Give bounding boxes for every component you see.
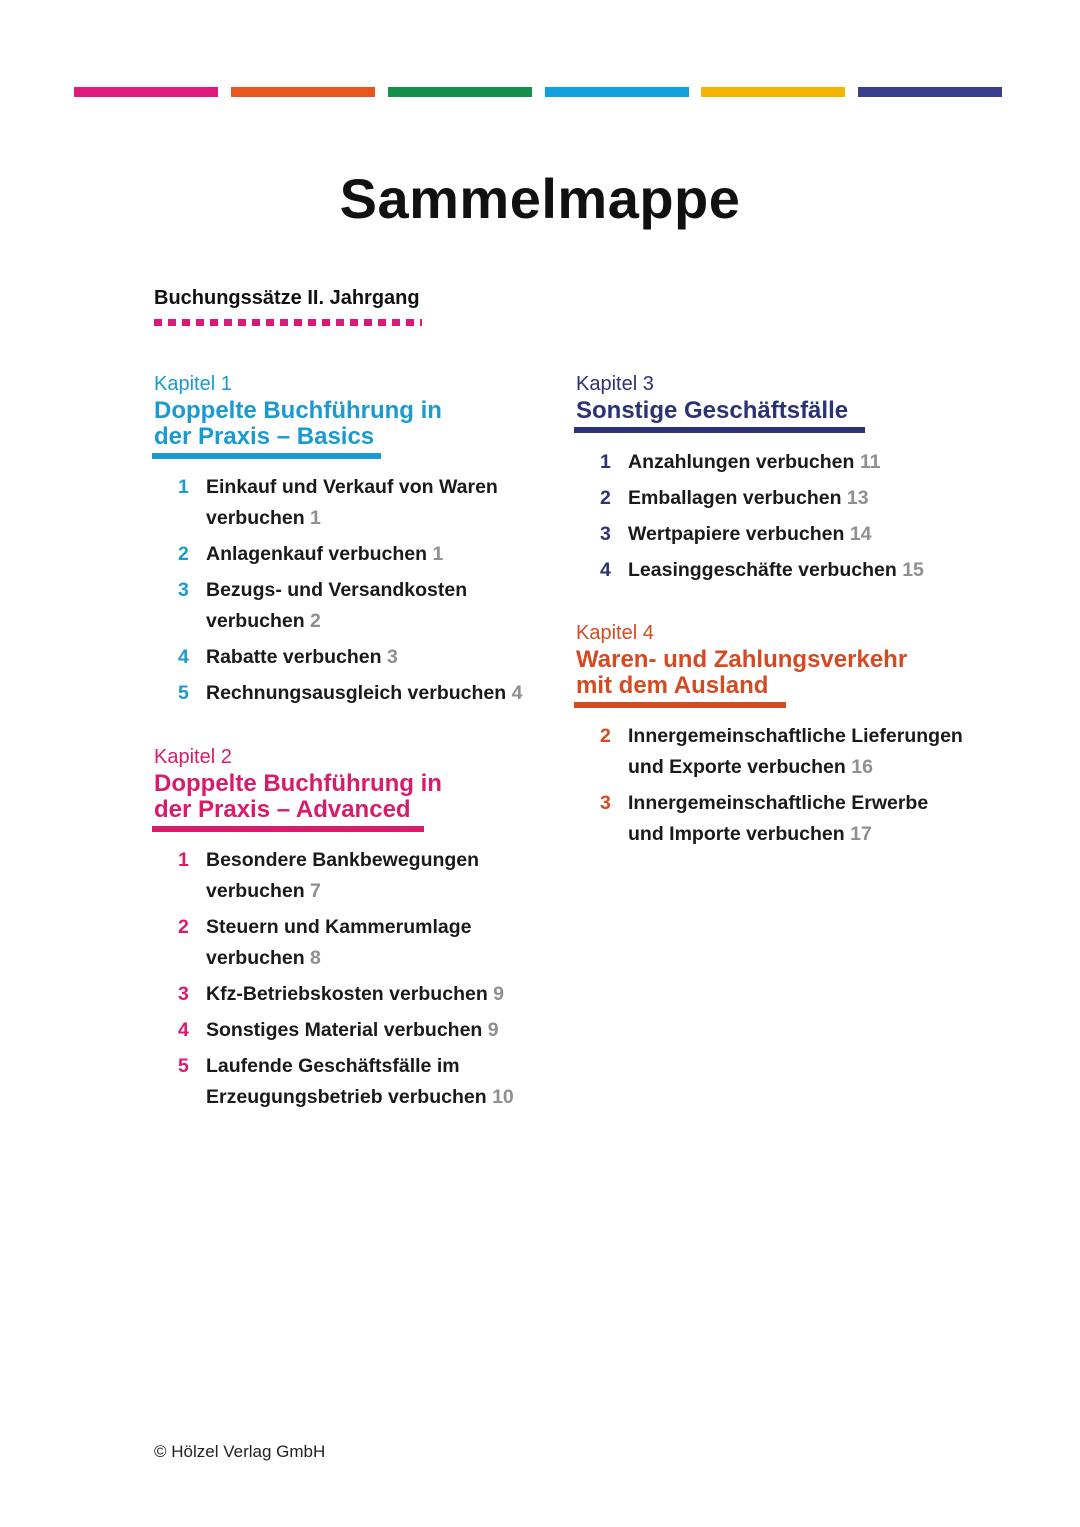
item-number: 1 bbox=[600, 451, 611, 473]
page-number: 8 bbox=[310, 947, 321, 969]
page-number: 4 bbox=[511, 682, 523, 704]
page-number: 16 bbox=[851, 756, 873, 778]
toc-item[interactable] bbox=[178, 1051, 558, 1113]
item-text: Laufende Geschäftsfälle im Erzeugungsbetrieb verbuchen bbox=[206, 1055, 487, 1108]
toc-item[interactable] bbox=[600, 483, 1020, 514]
chapter-underline bbox=[152, 453, 381, 459]
page-number: 17 bbox=[850, 823, 872, 845]
page-number: 15 bbox=[902, 559, 924, 581]
chapter-1 bbox=[154, 372, 534, 459]
chapter-underline bbox=[152, 826, 424, 832]
item-number: 4 bbox=[178, 1019, 189, 1041]
item-number: 4 bbox=[178, 646, 189, 668]
toc-item[interactable] bbox=[178, 678, 558, 709]
chapter-4 bbox=[576, 621, 996, 708]
item-number: 1 bbox=[178, 849, 189, 871]
item-text: Rabatte verbuchen bbox=[206, 646, 382, 668]
chapter-underline bbox=[574, 702, 786, 708]
page-number: 10 bbox=[492, 1086, 514, 1108]
item-number: 2 bbox=[600, 725, 611, 747]
item-number: 4 bbox=[600, 559, 611, 581]
chapter-4-items bbox=[600, 721, 1020, 850]
chapter-3 bbox=[576, 372, 996, 433]
toc-item[interactable] bbox=[600, 519, 1020, 550]
toc-item[interactable] bbox=[178, 912, 558, 974]
chapter-label: Kapitel 1 bbox=[154, 373, 232, 395]
page-number: 13 bbox=[846, 487, 869, 509]
item-text: Wertpapiere verbuchen bbox=[628, 523, 845, 545]
item-text: Anlagenkauf verbuchen bbox=[206, 543, 428, 565]
chapter-label: Kapitel 3 bbox=[576, 373, 654, 395]
item-number: 5 bbox=[178, 1055, 189, 1077]
item-text: Innergemeinschaftliche Lieferungen und Exporte verbuchen bbox=[628, 725, 963, 778]
item-text: Emballagen verbuchen bbox=[628, 487, 842, 509]
chapter-title: Doppelte Buchführung in der Praxis – Advanced bbox=[154, 770, 442, 823]
toc-item[interactable] bbox=[600, 721, 1020, 783]
item-text: Anzahlungen verbuchen bbox=[628, 451, 855, 473]
item-number: 2 bbox=[178, 543, 189, 565]
page-number: 14 bbox=[849, 523, 872, 545]
copyright-footer: © Hölzel Verlag GmbH bbox=[154, 1442, 326, 1461]
item-text: Leasinggeschäfte verbuchen bbox=[628, 559, 897, 581]
item-number: 2 bbox=[600, 487, 611, 509]
page-number: 3 bbox=[386, 646, 398, 668]
page-title: Sammelmappe bbox=[339, 167, 741, 230]
item-text: Bezugs- und Versandkosten verbuchen bbox=[206, 579, 468, 632]
page-number: 11 bbox=[859, 451, 881, 473]
item-text: Steuern und Kammerumlage verbuchen bbox=[206, 916, 472, 969]
toc-item[interactable] bbox=[178, 845, 558, 907]
item-text: Sonstiges Material verbuchen bbox=[206, 1019, 483, 1041]
page-number: 9 bbox=[493, 983, 505, 1005]
page-number: 1 bbox=[310, 507, 321, 529]
item-text: Einkauf und Verkauf von Waren verbuchen bbox=[206, 476, 498, 529]
item-number: 1 bbox=[178, 476, 189, 498]
chapter-title: Sonstige Geschäftsfälle bbox=[576, 397, 849, 424]
item-number: 3 bbox=[178, 983, 189, 1005]
color-stripe-green bbox=[388, 87, 532, 97]
chapter-label: Kapitel 4 bbox=[576, 622, 654, 644]
item-text: Besondere Bankbewegungen verbuchen bbox=[206, 849, 480, 902]
chapter-underline bbox=[574, 427, 865, 433]
toc-item[interactable] bbox=[600, 447, 1020, 478]
section-subtitle: Buchungssätze II. Jahrgang bbox=[154, 287, 420, 309]
dotted-underline bbox=[154, 319, 422, 326]
toc-item[interactable] bbox=[178, 1015, 558, 1046]
item-number: 2 bbox=[178, 916, 189, 938]
item-text: Innergemeinschaftliche Erwerbe und Importe verbuchen bbox=[628, 792, 929, 845]
item-number: 3 bbox=[178, 579, 189, 601]
toc-item[interactable] bbox=[178, 472, 558, 534]
item-number: 5 bbox=[178, 682, 189, 704]
color-stripe-magenta bbox=[74, 87, 218, 97]
toc-item[interactable] bbox=[178, 642, 558, 673]
toc-item[interactable] bbox=[178, 979, 558, 1010]
page-number: 1 bbox=[432, 543, 444, 565]
chapter-3-items bbox=[600, 447, 1020, 586]
toc-item[interactable] bbox=[600, 788, 1020, 850]
color-stripe-blue bbox=[545, 87, 689, 97]
chapter-2-items bbox=[178, 845, 558, 1113]
chapter-1-items bbox=[178, 472, 558, 709]
chapter-label: Kapitel 2 bbox=[154, 746, 232, 768]
page-number: 9 bbox=[487, 1019, 499, 1041]
toc-item[interactable] bbox=[600, 555, 1020, 586]
color-stripe-yellow bbox=[701, 87, 845, 97]
toc-item[interactable] bbox=[178, 575, 558, 637]
chapter-title: Waren- und Zahlungsverkehr mit dem Ausland bbox=[576, 646, 908, 699]
chapter-2 bbox=[154, 745, 534, 832]
color-stripe-indigo bbox=[858, 87, 1002, 97]
item-number: 3 bbox=[600, 523, 611, 545]
page-number: 2 bbox=[310, 610, 321, 632]
toc-item[interactable] bbox=[178, 539, 558, 570]
chapter-title: Doppelte Buchführung in der Praxis – Basics bbox=[154, 397, 442, 450]
page-number: 7 bbox=[310, 880, 321, 902]
color-stripe-orange bbox=[231, 87, 375, 97]
item-number: 3 bbox=[600, 792, 611, 814]
item-text: Kfz-Betriebskosten verbuchen bbox=[206, 983, 488, 1005]
item-text: Rechnungsausgleich verbuchen bbox=[206, 682, 507, 704]
